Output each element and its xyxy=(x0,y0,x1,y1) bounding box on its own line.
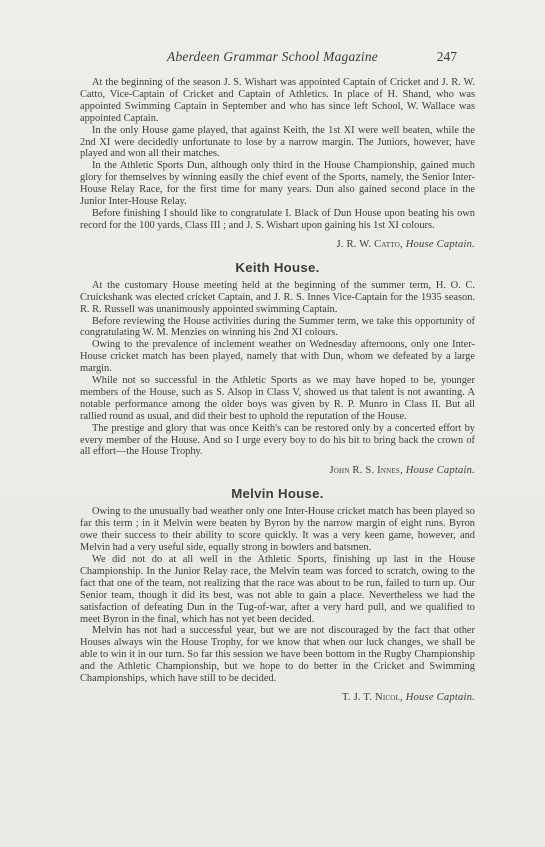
page-header xyxy=(0,49,545,67)
paragraph: Before finishing I should like to congratulate I. Black of Dun House upon beating his own record for the 100 yards, Class III ; and J. S. Wishart upon gaining his 1st XI colours. xyxy=(80,207,475,231)
signature-role: House Captain. xyxy=(405,238,475,250)
signature xyxy=(80,691,475,704)
paragraph: Owing to the unusually bad weather only one Inter-House cricket match has been played so far this term ; in it Melvin were beaten by Byron by the narrow margin of eight runs. Byron owe their success to their ability to score quickly. It was a very keen game, however, and Melvin had a very useful side, equally strong in bowlers and batsmen. xyxy=(80,506,475,554)
signature-name: T. J. T. Nicol, xyxy=(342,691,403,703)
paragraph: While not so successful in the Athletic Sports as we may have hoped to be, younger members of the House, such as S. Alsop in Class V, showed us that talent is not awanting. A notable performance among the older boys was given by R. P. Munro in Class II. But all rallied round as usual, and did their best to uphold the reputation of the House. xyxy=(80,375,475,422)
article-body xyxy=(80,77,475,704)
section-heading: Melvin House. xyxy=(231,486,324,502)
signature-name: J. R. W. Catto, xyxy=(336,238,403,250)
dun-house-report xyxy=(80,77,475,251)
paragraph: At the customary House meeting held at the beginning of the summer term, H. O. C. Cruickshank was elected cricket Captain, and J. R. S. Innes Vice-Captain for the 1935 season. R. R. Russell was unanimously appointed swimming Captain. xyxy=(80,279,475,315)
signature-name: John R. S. Innes, xyxy=(329,465,403,477)
signature-role: House Captain. xyxy=(405,691,475,703)
signature-role: House Captain. xyxy=(405,465,475,477)
paragraph: In the Athletic Sports Dun, although only third in the House Championship, gained much glory for themselves by winning easily the chief event of the Sports, namely, the Senior Inter-House Relay Race, for the first time for many years. Dun also gained second place in the Junior Inter-House Relay. xyxy=(80,160,475,208)
section-heading: Keith House. xyxy=(235,259,320,275)
keith-house-report xyxy=(80,260,475,478)
running-title: Aberdeen Grammar School Magazine xyxy=(167,49,378,64)
paragraph: Owing to the prevalence of inclement weather on Wednesday afternoons, only one Inter-House cricket match has been played, namely that with Dun, whom we defeated by a large margin. xyxy=(80,339,475,375)
paragraph: We did not do at all well in the Athletic Sports, finishing up last in the House Championship. In the Junior Relay race, the Melvin team was forced to scratch, owing to the fact that one of the team, not realizing that the race was about to be run, failed to turn up. Our Senior team, though it did its best, was not able to gain a place. Nevertheless we had the satisfaction of defeating Dun in the Tug-of-war, after a very hard pull, and we qualified to meet Byron in the final, which has not yet been decided. xyxy=(80,554,475,625)
paragraph: In the only House game played, that against Keith, the 1st XI were well beaten, while the 2nd XI were decidedly unfortunate to lose by a narrow margin. The Juniors, however, have played and won all their matches. xyxy=(80,124,475,160)
melvin-house-report xyxy=(80,486,475,704)
paragraph: Melvin has not had a successful year, but we are not discouraged by the fact that other Houses always win the House Trophy, for we know that when our luck changes, we shall be able to win it in our turn. So far this session we have been bottom in the Rugby Championship and the Athletic Championship, but we hope to do better in the Cricket and Swimming Championships, which have still to be decided. xyxy=(80,625,475,685)
page-number: 247 xyxy=(436,49,457,64)
paragraph: Before reviewing the House activities during the Summer term, we take this opportunity of congratulating W. M. Menzies on winning his 2nd XI colours. xyxy=(80,315,475,339)
paragraph: At the beginning of the season J. S. Wishart was appointed Captain of Cricket and J. R. W. Catto, Vice-Captain of Cricket and Captain of Athletics. In place of H. Shand, who was appointed Swimming Captain in September and who has since left School, W. Wallace was appointed Captain. xyxy=(80,77,475,124)
signature xyxy=(80,238,475,251)
signature xyxy=(80,464,475,477)
paragraph: The prestige and glory that was once Keith's can be restored only by a concerted effort by every member of the House. And so I urge every boy to do his bit to bring back the crown of all effort—the House Trophy. xyxy=(80,422,475,458)
